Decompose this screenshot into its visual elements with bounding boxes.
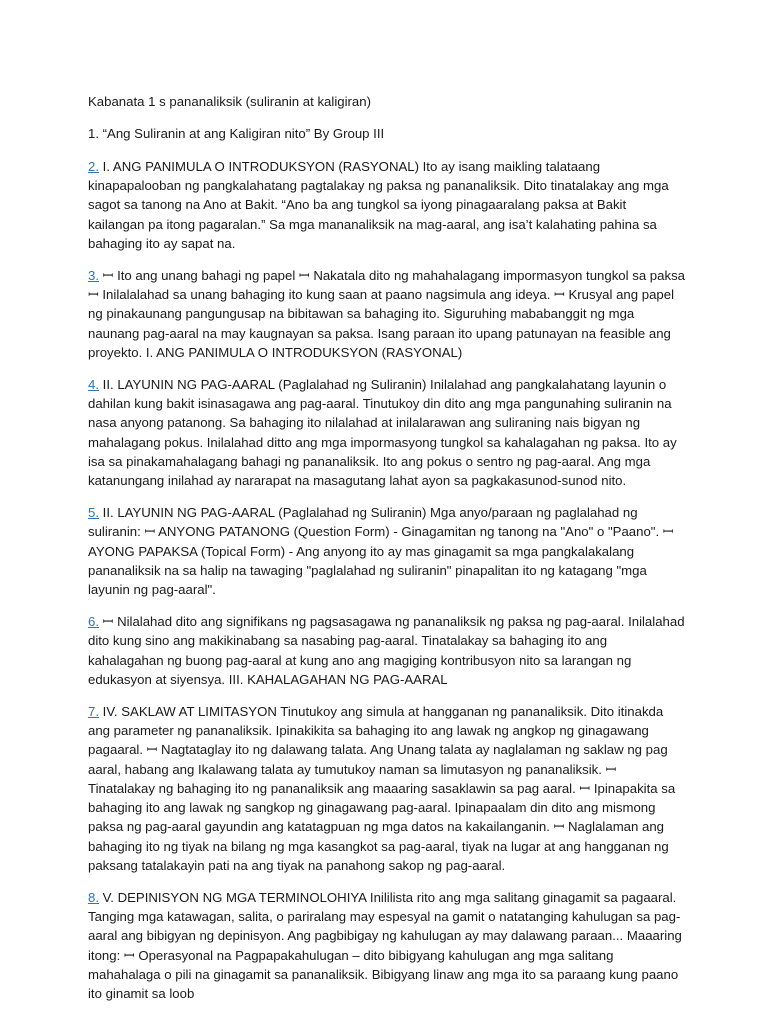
paragraph-text: IV. SAKLAW AT LIMITASYON Tinutukoy ang simula at hangganan ng pananaliksik. Dito itinakda ang parameter ng pananaliksik. Ipinakikita sa bahaging ito ang lawak ng angkop ng ginagawang pagaaral. ꟷ Nagtataglay ito ng dalawang talata. Ang Unang talata ay naglalaman ng saklaw ng pag aaral, habang ang Ikalawang talata ay tumutukoy naman sa limutasyon ng pananaliksik. ꟷ Tinatalakay ng bahaging ito ng pananaliksik ang maaaring sasaklawin sa pag aaral. ꟷ Ipinapakita sa bahaging ito ang lawak ng sangkop ng ginagawang pag-aaral. Ipinapaalam din dito ang mismong paksa ng pag-aaral gayundin ang katatagpuan ng mga datos na kakailanganin. ꟷ Naglalaman ang bahaging ito ng tiyak na bilang ng mga kasangkot sa pag-aaral, tiyak na lugar at ang hangganan ng paksang tatalakayin pati na ang tiyak na panahong sakop ng pag-aaral. bbox=[88, 704, 676, 873]
paragraph-7 bbox=[88, 702, 686, 875]
paragraph-2 bbox=[88, 157, 686, 253]
paragraph-text: V. DEPINISYON NG MGA TERMINOLOHIYA Inililista rito ang mga salitang ginagamit sa pagaaral. Tanging mga katawagan, salita, o pariralang may espesyal na gamit o natatanging kahulugan sa pag-aaral ang bibigyan ng depinisyon. Ang pagbibigay ng kahulugan ay may dalawang paraan... Maaaring itong: ꟷ Operasyonal na Pagpapakahulugan – dito bibigyang kahulugan ang mga salitang mahahalaga o pili na ginagamit sa pananaliksik. Bibigyang linaw ang mga ito sa paraang kung paano ito ginamit sa loob bbox=[88, 889, 682, 1001]
paragraph-number-link[interactable]: 6. bbox=[88, 614, 99, 630]
paragraph-text: II. LAYUNIN NG PAG-AARAL (Paglalahad ng Suliranin) Mga anyo/paraan ng paglalahad ng suliranin: ꟷ ANYONG PATANONG (Question Form) - Ginagamitan ng tanong na "Ano" o "Paano". ꟷ AYONG PAPAKSA (Topical Form) - Ang anyong ito ay mas ginagamit sa mga pangkalakalang pananaliksik na sa halip na tawaging "paglalahad ng suliranin" pinapalitan ito ng katagang "mga layunin ng pag-aaral". bbox=[88, 505, 674, 598]
paragraph-5 bbox=[88, 503, 686, 599]
document-heading: Kabanata 1 s pananaliksik (suliranin at kaligiran) bbox=[88, 94, 371, 109]
paragraph-number-link[interactable]: 4. bbox=[88, 377, 99, 393]
paragraph-number-link[interactable]: 8. bbox=[88, 889, 99, 905]
paragraph-8 bbox=[88, 888, 686, 1003]
paragraph-text: II. LAYUNIN NG PAG-AARAL (Paglalahad ng Suliranin) Inilalahad ang pangkalahatang layunin o dahilan kung bakit isinasagawa ang pag-aaral. Tinutukoy din dito ang mga pangunahing suliranin na nasa anyong patanong. Sa bahaging ito nilalahad at inilalarawan ang suliraning nais bigyan ng mahalagang pokus. Inilalahad ditto ang mga impormasyong tungkol sa kahalagahan ng paksa. Ito ay isa sa pinakamahalagang bahagi ng pananaliksik. Ito ang pokus o sentro ng pag-aaral. Ang mga katanungang inilahad ay nararapat na masagutang lahat ayon sa pagkakasunod-sunod nito. bbox=[88, 377, 677, 489]
paragraph-text: ꟷ Nilalahad dito ang signifikans ng pagsasagawa ng pananaliksik ng paksa ng pag-aaral. Inilalahad dito kung sino ang makikinabang sa nasabing pag-aaral. Tinatalakay sa bahaging ito ang kahalagahan ng buong pag-aaral at kung ano ang magiging kontribusyon nito sa larangan ng edukasyon at siyensya. III. KAHALAGAHAN NG PAG-AARAL bbox=[88, 614, 685, 687]
document-subheading: 1. “Ang Suliranin at ang Kaligiran nito” By Group III bbox=[88, 126, 385, 141]
paragraph-number-link[interactable]: 2. bbox=[88, 159, 99, 174]
paragraph-number-link[interactable]: 5. bbox=[88, 505, 99, 521]
paragraph-text: I. ANG PANIMULA O INTRODUKSYON (RASYONAL) Ito ay isang maikling talataang kinapapalooban ng pangkalahatang pagtalakay ng paksa ng pananaliksik. Dito tinatalakay ang mga sagot sa tanong na Ano at Bakit. “Ano ba ang tungkol sa iyong pinagaaralang paksa at Bakit kailangan pa itong pagaralan.” Sa mga mananaliksik na mag-aaral, ang isa’t kalahating pahina sa bahaging ito ay sapat na. bbox=[88, 159, 669, 251]
paragraph-3 bbox=[88, 266, 686, 362]
paragraph-4 bbox=[88, 375, 686, 490]
paragraph-number-link[interactable]: 3. bbox=[88, 268, 99, 284]
paragraph-text: ꟷ Ito ang unang bahagi ng papel ꟷ Nakatala dito ng mahahalagang impormasyon tungkol sa paksa ꟷ Inilalalahad sa unang bahaging ito kung saan at paano nagsimula ang ideya. ꟷ Krusyal ang papel ng pinakaunang pangungusap na bibitawan sa bahaging ito. Siguruhing mababanggit ng mga naunang pag-aaral na may kaugnayan sa paksa. Isang paraan ito upang patunayan na feasible ang proyekto. I. ANG PANIMULA O INTRODUKSYON (RASYONAL) bbox=[88, 268, 686, 360]
paragraph-6 bbox=[88, 612, 686, 689]
paragraph-number-link[interactable]: 7. bbox=[88, 704, 99, 720]
